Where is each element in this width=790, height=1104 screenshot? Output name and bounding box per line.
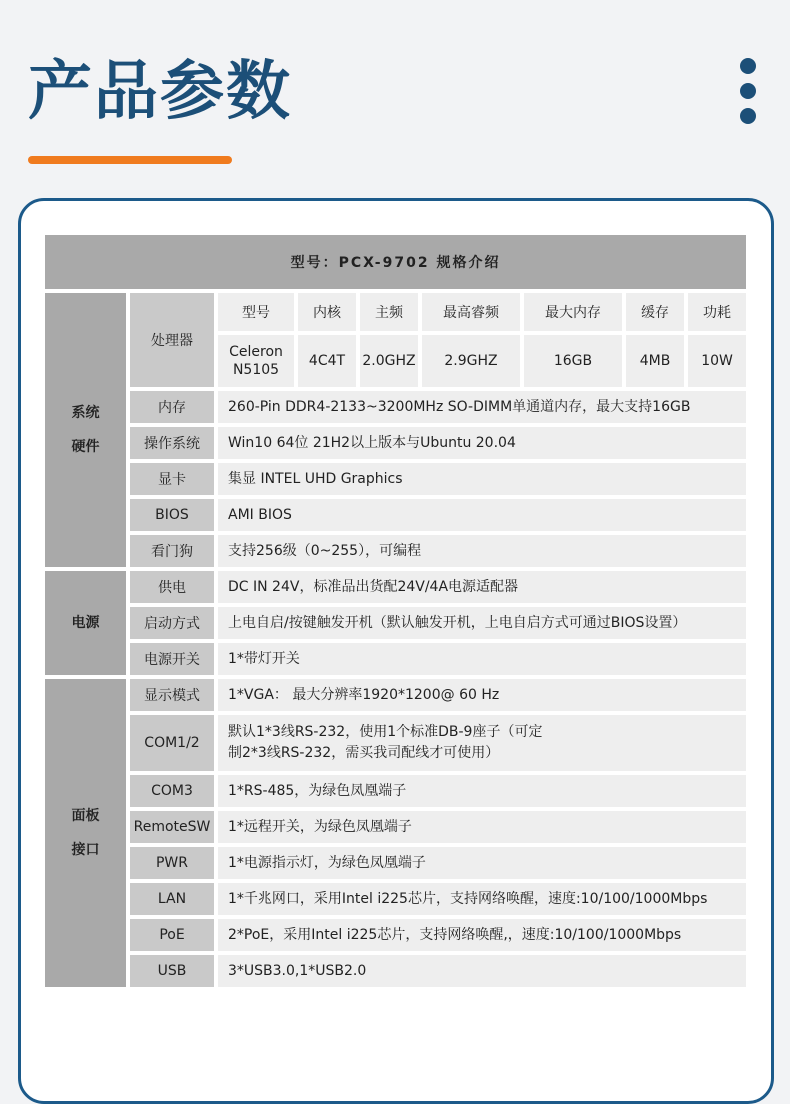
row-label: LAN bbox=[128, 881, 216, 917]
row-label: RemoteSW bbox=[128, 809, 216, 845]
page-title: 产品参数 bbox=[28, 55, 292, 129]
cpu-header-cores: 内核 bbox=[296, 291, 358, 333]
row-label: COM1/2 bbox=[128, 713, 216, 773]
row-label: 电源开关 bbox=[128, 641, 216, 677]
row-label: PoE bbox=[128, 917, 216, 953]
category-panel: 面板 接口 bbox=[43, 677, 128, 989]
cpu-header-freq: 主频 bbox=[358, 291, 420, 333]
cpu-value-freq: 2.0GHZ bbox=[358, 333, 420, 389]
cpu-value-model: Celeron N5105 bbox=[216, 333, 296, 389]
row-label: PWR bbox=[128, 845, 216, 881]
cpu-value-power: 10W bbox=[686, 333, 748, 389]
row-value: Win10 64位 21H2以上版本与Ubuntu 20.04 bbox=[216, 425, 748, 461]
row-label: 显示模式 bbox=[128, 677, 216, 713]
row-label: USB bbox=[128, 953, 216, 989]
row-value: 3*USB3.0,1*USB2.0 bbox=[216, 953, 748, 989]
row-label: 供电 bbox=[128, 569, 216, 605]
row-label: 操作系统 bbox=[128, 425, 216, 461]
cpu-header-cache: 缓存 bbox=[624, 291, 686, 333]
row-label: 处理器 bbox=[128, 291, 216, 389]
row-label: BIOS bbox=[128, 497, 216, 533]
row-value: 2*PoE，采用Intel i225芯片，支持网络唤醒,，速度:10/100/1000Mbps bbox=[216, 917, 748, 953]
row-value: 1*千兆网口，采用Intel i225芯片，支持网络唤醒，速度:10/100/1000Mbps bbox=[216, 881, 748, 917]
spec-table bbox=[43, 233, 748, 989]
dot bbox=[740, 108, 756, 124]
row-value: 1*VGA： 最大分辨率1920*1200@ 60 Hz bbox=[216, 677, 748, 713]
row-value: 260-Pin DDR4-2133~3200MHz SO-DIMM单通道内存，最大支持16GB bbox=[216, 389, 748, 425]
category-power: 电源 bbox=[43, 569, 128, 677]
row-value: AMI BIOS bbox=[216, 497, 748, 533]
table-heading: 型号：PCX-9702 规格介绍 bbox=[43, 233, 748, 291]
row-value: 默认1*3线RS-232，使用1个标准DB-9座子（可定 制2*3线RS-232，需买我司配线才可使用） bbox=[216, 713, 748, 773]
cpu-value-cache: 4MB bbox=[624, 333, 686, 389]
row-value: 1*RS-485，为绿色凤凰端子 bbox=[216, 773, 748, 809]
cpu-header-power: 功耗 bbox=[686, 291, 748, 333]
row-value: 1*带灯开关 bbox=[216, 641, 748, 677]
dot bbox=[740, 83, 756, 99]
dot bbox=[740, 58, 756, 74]
cpu-header-maxmem: 最大内存 bbox=[522, 291, 624, 333]
cpu-header-model: 型号 bbox=[216, 291, 296, 333]
row-label: COM3 bbox=[128, 773, 216, 809]
cpu-value-cores: 4C4T bbox=[296, 333, 358, 389]
cpu-header-turbo: 最高睿频 bbox=[420, 291, 522, 333]
cpu-value-maxmem: 16GB bbox=[522, 333, 624, 389]
cpu-value-turbo: 2.9GHZ bbox=[420, 333, 522, 389]
row-value: 1*远程开关，为绿色凤凰端子 bbox=[216, 809, 748, 845]
row-label: 启动方式 bbox=[128, 605, 216, 641]
row-value: 上电自启/按键触发开机（默认触发开机，上电自启方式可通过BIOS设置） bbox=[216, 605, 748, 641]
row-value: 集显 INTEL UHD Graphics bbox=[216, 461, 748, 497]
row-value: 支持256级（0~255），可编程 bbox=[216, 533, 748, 569]
row-label: 看门狗 bbox=[128, 533, 216, 569]
row-value: 1*电源指示灯，为绿色凤凰端子 bbox=[216, 845, 748, 881]
title-underline bbox=[28, 156, 232, 164]
category-system: 系统 硬件 bbox=[43, 291, 128, 569]
row-value: DC IN 24V，标准品出货配24V/4A电源适配器 bbox=[216, 569, 748, 605]
row-label: 内存 bbox=[128, 389, 216, 425]
row-label: 显卡 bbox=[128, 461, 216, 497]
more-vertical-icon[interactable] bbox=[740, 58, 756, 133]
